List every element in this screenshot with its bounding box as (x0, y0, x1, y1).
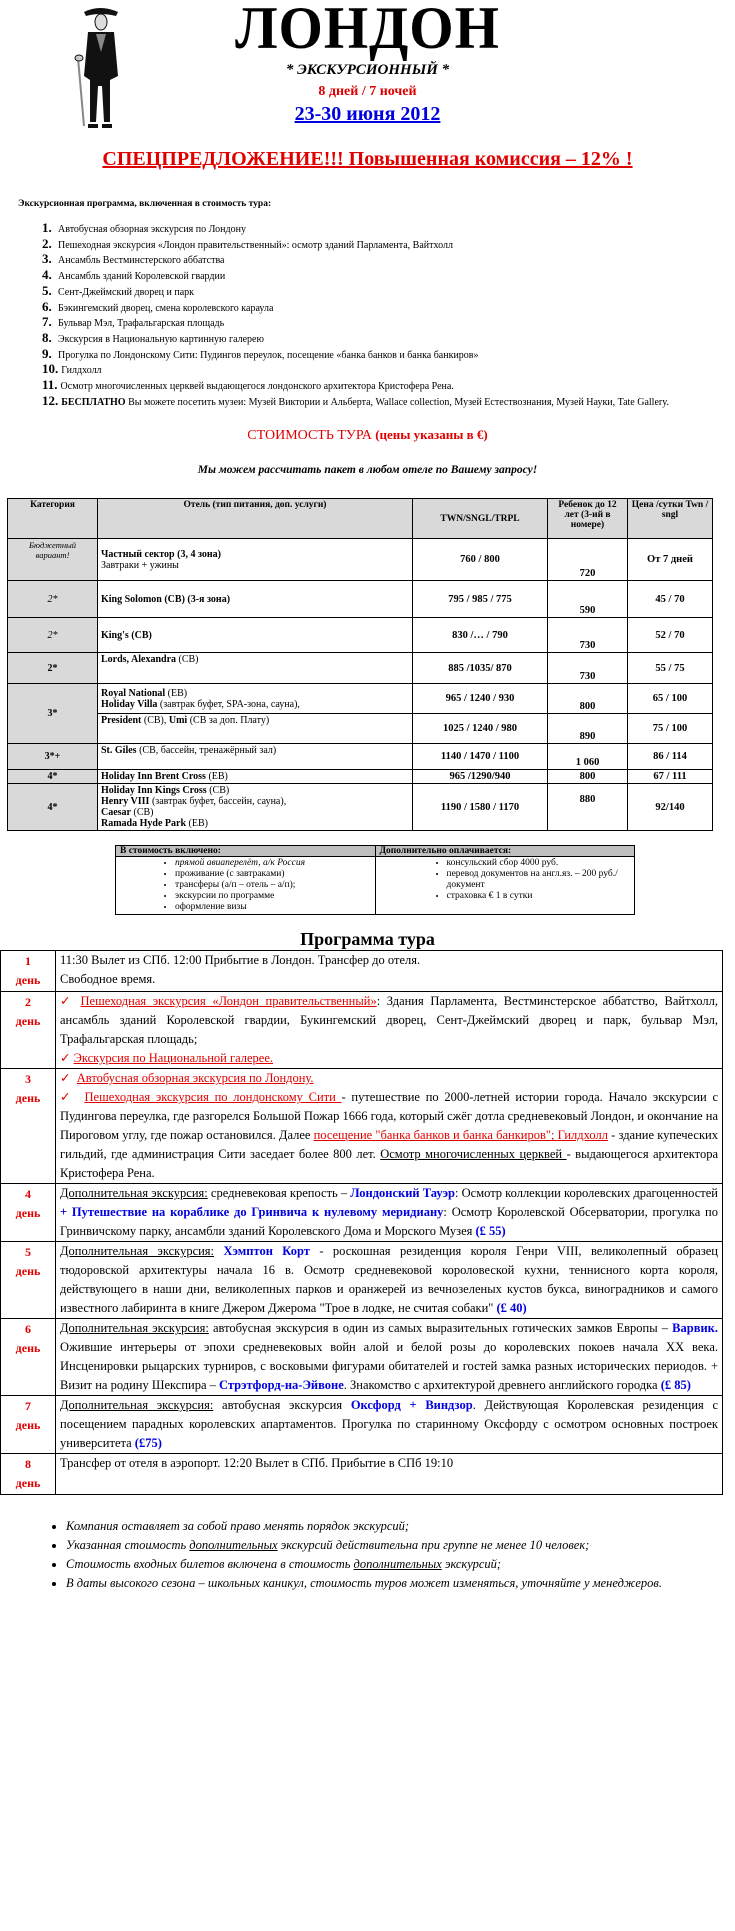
day-row: 6 день Дополнительная экскурсия: автобусная экскурсия в один из самых выразительных готических замков Европы – Варвик. Ожившие интерьеры от эпохи средневековых войн алой и белой розы до королевских покоев начала XX века. Инсценировки рыцарских турниров, с восковыми фигурами обитателей и гостей замка разных исторических периодов. + Визит на родину Шекспира – Стрэтфорд-на-Эйвоне. Знакомство с архитектурой древнего английского городка (£ 85) (1, 1319, 723, 1396)
list-item: • проживание (с завтраками) (175, 869, 374, 880)
special-offer: СПЕЦПРЕДЛОЖЕНИЕ!!! Повышенная комиссия – 12% ! (102, 148, 633, 170)
tour-duration: 8 дней / 7 ночей (318, 84, 417, 99)
included-program-intro: Экскурсионная программа, включенная в стоимость тура: (18, 199, 272, 209)
list-item: 8. Экскурсия в Национальную картинную галерею (42, 329, 264, 345)
table-row: 4* Holiday Inn Kings Cross (CB) Henry VIII (завтрак буфет, бассейн, сауна), Caesar (CB) Ramada Hyde Park (EB) 1190 / 1580 / 1170 880 92/140 (8, 784, 713, 831)
check-icon: ✓ (60, 994, 74, 1009)
included-list (117, 858, 374, 913)
list-item: 10. Гилдхолл (42, 361, 102, 377)
table-header-row (8, 499, 713, 539)
list-item: 9. Прогулка по Лондонскому Сити: Пудингов переулок, посещение «банка банков и банка банкиров» (42, 345, 479, 361)
list-item: • экскурсии по программе (175, 891, 374, 902)
col-child: Ребенок до 12 лет (3-ий в номере) (548, 499, 628, 539)
list-item: 5. Сент-Джеймский дворец и парк (42, 282, 195, 298)
list-item: • консульский сбор 4000 руб. (447, 858, 634, 869)
list-item: 11. Осмотр многочисленных церквей выдающегося лондонского архитектора Кристофера Рена. (42, 377, 454, 393)
check-icon: ✓ (60, 1051, 71, 1066)
program-title: Программа тура (300, 929, 435, 950)
list-item: 4. Ансамбль зданий Королевской гвардии (42, 267, 226, 283)
day-row: 8 день Трансфер от отеля в аэропорт. 12:20 Вылет в СПб. Прибытие в СПб 19:10 (1, 1454, 723, 1495)
inclusions-table (115, 845, 635, 915)
extra-header: Дополнительно оплачивается: (375, 846, 635, 857)
list-item: • страховка € 1 в сутки (447, 891, 634, 902)
table-row: 3*+ St. Giles (CB, бассейн, тренажёрный зал) 1140 / 1470 / 1100 1 060 86 / 114 (8, 744, 713, 770)
calc-note: Мы можем рассчитать пакет в любом отеле по Вашему запросу! (197, 464, 538, 477)
notes-list (0, 1517, 700, 1593)
check-icon: ✓ (60, 1090, 74, 1105)
list-item: • Компания оставляет за собой право менять порядок экскурсий; (66, 1517, 700, 1536)
table-row: 2* Lords, Alexandra (CB) 885 /1035/ 870 730 55 / 75 (8, 653, 713, 684)
page-title: ЛОНДОН (235, 0, 500, 61)
table-row: 2* King Solomon (CB) (3-я зона) 795 / 985 / 775 590 45 / 70 (8, 581, 713, 618)
list-item: 7. Бульвар Мэл, Трафальгарская площадь (42, 314, 225, 330)
table-row: Бюджетный вариант! Частный сектор (3, 4 зона) Завтраки + ужины 760 / 800 720 От 7 дней (8, 539, 713, 581)
included-program-list (0, 221, 735, 409)
list-item: • трансферы (а/п – отель – а/п); (175, 880, 374, 891)
list-item: • перевод документов на англ.яз. – 200 руб./документ (447, 869, 634, 891)
col-hotel: Отель (тип питания, доп. услуги) (98, 499, 413, 539)
list-item: 1. Автобусная обзорная экскурсия по Лондону (42, 220, 246, 235)
list-item: • В даты высокого сезона – школьных каникул, стоимость туров может изменяться, уточняйте у менеджеров. (66, 1574, 700, 1593)
table-row: 2* King's (CB) 830 /… / 790 730 52 / 70 (8, 618, 713, 653)
day-row: 4 день Дополнительная экскурсия: средневековая крепость – Лондонский Тауэр: Осмотр коллекции королевских драгоценностей + Путешествие на кораблике до Гринвича к нулевому меридиану: Осмотр Королевской Обсерватории, прогулка по Гринвичскому парку, ансамбли зданий Королевского Дома и Морского Музея (£ 55) (1, 1184, 723, 1242)
header (0, 0, 735, 140)
day-row: 1 день 11:30 Вылет из СПб. 12:00 Прибытие в Лондон. Трансфер до отеля. Свободное время. (1, 951, 723, 992)
day-row: 2 день ✓ Пешеходная экскурсия «Лондон правительственный»: Здания Парламента, Вестминстерское аббатство, Вайтхолл, ансамбль зданий Королевской гвардии, Букингемский дворец, Сент-Джеймский дворец и парк, бульвар Мэл, Трафальгарская площадь; ✓ Экскурсия по Национальной галерее. (1, 992, 723, 1069)
day-row: 5 день Дополнительная экскурсия: Хэмптон Корт - роскошная резиденция короля Генри VIII, великолепный образец тюдоровской архитектуры начала 16 в. Осмотр средневековой короловеской кухни, теннисного корта короля, действующего в наши дни, великолепных парков и оранжерей из вечнозеленых кустов букса, виноградников и самого известного лабиринта в книге Джером Джерома "Трое в лодке, не считая собаки" (£ 40) (1, 1242, 723, 1319)
table-row: 4* Holiday Inn Brent Cross (EB) 965 /1290/940 800 67 / 111 (8, 770, 713, 784)
day-row: 7 день Дополнительная экскурсия: автобусная экскурсия Оксфорд + Виндзор. Действующая Королевская резиденция с посещением парадных королевских апартаментов. Прогулка по старинному Оксфорду с осмотром основных построек университета (£75) (1, 1396, 723, 1454)
tour-dates: 23-30 июня 2012 (294, 103, 441, 125)
list-item: 6. Бэкингемский дворец, смена королевского караула (42, 298, 274, 314)
col-category: Категория (8, 499, 98, 539)
list-item: 12. БЕСПЛАТНО Вы можете посетить музеи: Музей Виктории и Альберта, Wallace collection, Музей Естествознания, Музей Науки, Tate Gallery. (42, 392, 670, 408)
program-table (0, 950, 723, 1495)
day-row: 3 день ✓ Автобусная обзорная экскурсия по Лондону. ✓ Пешеходная экскурсия по лондонскому Сити - путешествие по 2000-летней истории города. Начало экскурсии с Пудингова переулка, где разгорелся Большой Пожар 1666 года, который сжёг дотла средневековый Лондон, и окончание на Пироговом углу, где пожар остановился. Далее посещение "банка банков и банка банкиров"; Гилдхолл - здание купеческих гильдий, где администрация Сити заседает более 800 лет. Осмотр многочисленных церквей - выдающегося архитектора Кристофера Рена. (1, 1069, 723, 1184)
list-item: 2. Пешеходная экскурсия «Лондон правительственный»: осмотр зданий Парламента, Вайтхолл (42, 235, 453, 251)
check-icon: ✓ (60, 1071, 71, 1086)
list-item: • Стоимость входных билетов включена в стоимость дополнительных экскурсий; (66, 1555, 700, 1574)
cost-title: СТОИМОСТЬ ТУРА (цены указаны в €) (247, 427, 488, 444)
tour-type: * ЭКСКУРСИОННЫЙ * (285, 62, 450, 78)
included-header: В стоимость включено: (116, 846, 376, 857)
list-item: 3. Ансамбль Вестминстерского аббатства (42, 251, 225, 267)
list-item: • оформление визы (175, 902, 374, 913)
extra-list (377, 858, 634, 902)
list-item: • Указанная стоимость дополнительных экскурсий действительна при группе не менее 10 человек; (66, 1536, 700, 1555)
col-per-day: Цена /сутки Twn / sngl (628, 499, 713, 539)
table-row: President (CB), Umi (CB за доп. Плату) 1025 / 1240 / 980 890 75 / 100 (8, 714, 713, 744)
table-row: 3* Royal National (EB) Holiday Villa (завтрак буфет, SPA-зона, сауна), 965 / 1240 / 930 800 65 / 100 (8, 684, 713, 714)
price-table (7, 498, 713, 831)
col-price: TWN/SNGL/TRPL (413, 499, 548, 539)
list-item: • прямой авиаперелёт, а/к Россия (175, 858, 374, 869)
